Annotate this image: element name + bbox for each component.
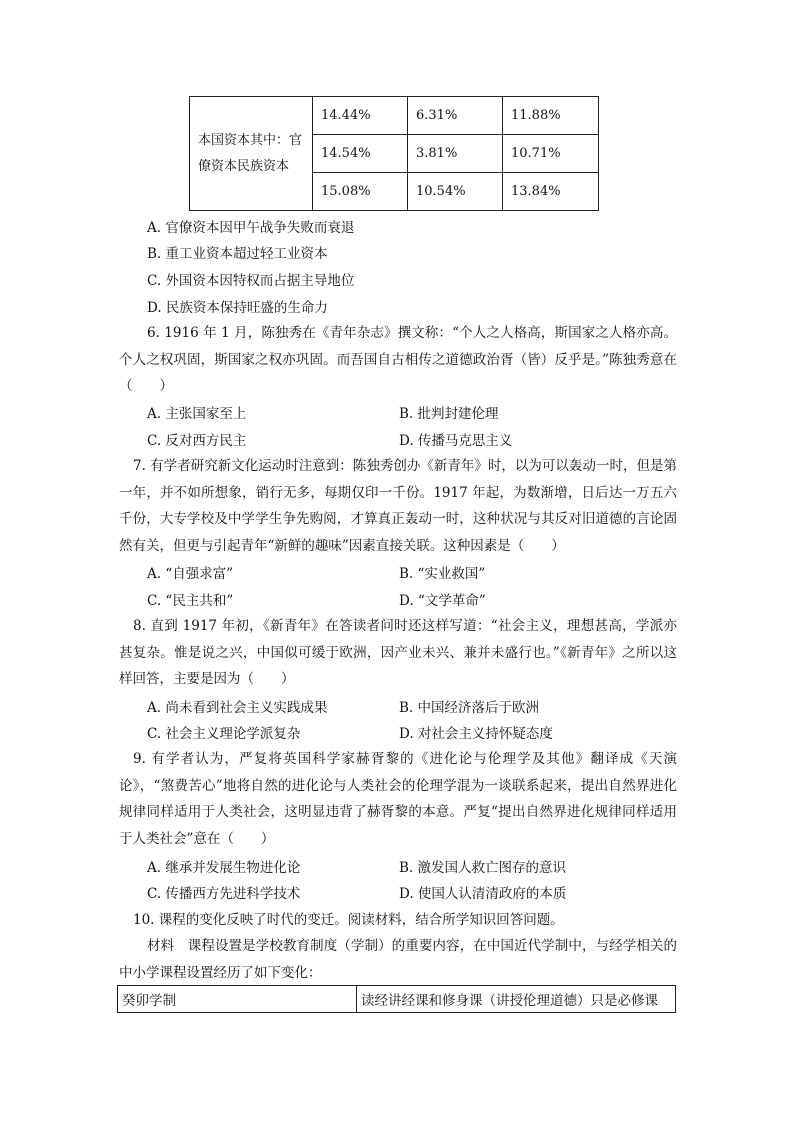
q9-option-a: A. 继承并发展生物进化论 <box>147 860 301 876</box>
table-cell: 10.54% <box>408 173 503 211</box>
q9-stem: 9. 有学者认为，严复将英国科学家赫胥黎的《进化论与伦理学及其他》翻译成《天演论》，“煞费苦心”地将自然的进化论与人类社会的伦理学混为一谈联系起来，提出自然界进化规律同样适用于人类社会，这明显违背了赫胥黎的本意。严复“提出自然界进化规律同样适用于人类社会”意在（ ） <box>119 751 677 847</box>
table-cell: 11.88% <box>503 97 599 135</box>
q6-option-b: B. 批判封建伦理 <box>399 406 499 422</box>
table-cell: 癸卯学制 <box>118 986 357 1013</box>
q9-option-b: B. 激发国人救亡图存的意识 <box>399 860 567 876</box>
table-cell: 15.08% <box>313 173 408 211</box>
q5-option-b: B. 重工业资本超过轻工业资本 <box>147 246 328 262</box>
table-row-label: 本国资本其中：官僚资本民族资本 <box>190 97 313 211</box>
q8-option-b: B. 中国经济落后于欧洲 <box>399 700 540 716</box>
q5-option-a: A. 官僚资本因甲午战争失败而衰退 <box>147 220 355 236</box>
curriculum-table <box>117 985 676 1013</box>
q6-option-d: D. 传播马克思主义 <box>399 433 513 449</box>
q8-option-a: A. 尚未看到社会主义实践成果 <box>147 700 328 716</box>
table-cell: 3.81% <box>408 135 503 173</box>
table-cell: 10.71% <box>503 135 599 173</box>
table-cell: 13.84% <box>503 173 599 211</box>
table-cell: 14.54% <box>313 135 408 173</box>
capital-table <box>189 96 599 211</box>
q9-option-c: C. 传播西方先进科学技术 <box>147 886 301 902</box>
q5-option-d: D. 民族资本保持旺盛的生命力 <box>147 300 328 316</box>
q6-stem: 6. 1916 年 1 月，陈独秀在《青年杂志》撰文称：“个人之人格高，斯国家之人格亦高。个人之权巩固，斯国家之权亦巩固。而吾国自古相传之道德政治胥（皆）反乎是。”陈独秀意在（ ） <box>119 325 677 394</box>
q10-material: 材料 课程设置是学校教育制度（学制）的重要内容，在中国近代学制中，与经学相关的中小学课程设置经历了如下变化： <box>119 938 677 981</box>
q5-option-c: C. 外国资本因特权而占据主导地位 <box>147 273 355 289</box>
q7-stem: 7. 有学者研究新文化运动时注意到：陈独秀创办《新青年》时，以为可以轰动一时，但是第一年，并不如所想象，销行无多，每期仅印一千份。1917 年起，为数渐增，日后达一万五六千份，大专学校及中学学生争先购阅，才算真正轰动一时，这种状况与其反对旧道德的言论固然有关，但更与引起青年“新鲜的趣味”因素直接关联。这种因素是（ ） <box>119 458 677 554</box>
table-cell: 14.44% <box>313 97 408 135</box>
q7-option-c: C. “民主共和” <box>147 593 234 609</box>
q8-stem: 8. 直到 1917 年初，《新青年》在答读者问时还这样写道：“社会主义，理想甚高，学派亦甚复杂。惟是说之兴，中国似可缓于欧洲，因产业未兴、兼并未盛行也。”《新青年》之所以这样回答，主要是因为（ ） <box>119 618 677 687</box>
q6-option-a: A. 主张国家至上 <box>147 406 247 422</box>
q9-option-d: D. 使国人认清清政府的本质 <box>399 886 567 902</box>
q7-option-d: D. “文学革命” <box>399 593 486 609</box>
q8-option-c: C. 社会主义理论学派复杂 <box>147 726 301 742</box>
q7-option-a: A. “自强求富” <box>147 566 234 582</box>
q6-option-c: C. 反对西方民主 <box>147 433 247 449</box>
q10-stem: 10. 课程的变化反映了时代的变迁。阅读材料，结合所学知识回答问题。 <box>133 912 564 928</box>
q8-option-d: D. 对社会主义持怀疑态度 <box>399 726 553 742</box>
table-cell: 读经讲经课和修身课（讲授伦理道德）只是必修课 <box>357 986 676 1013</box>
table-cell: 6.31% <box>408 97 503 135</box>
q7-option-b: B. “实业救国” <box>399 566 486 582</box>
